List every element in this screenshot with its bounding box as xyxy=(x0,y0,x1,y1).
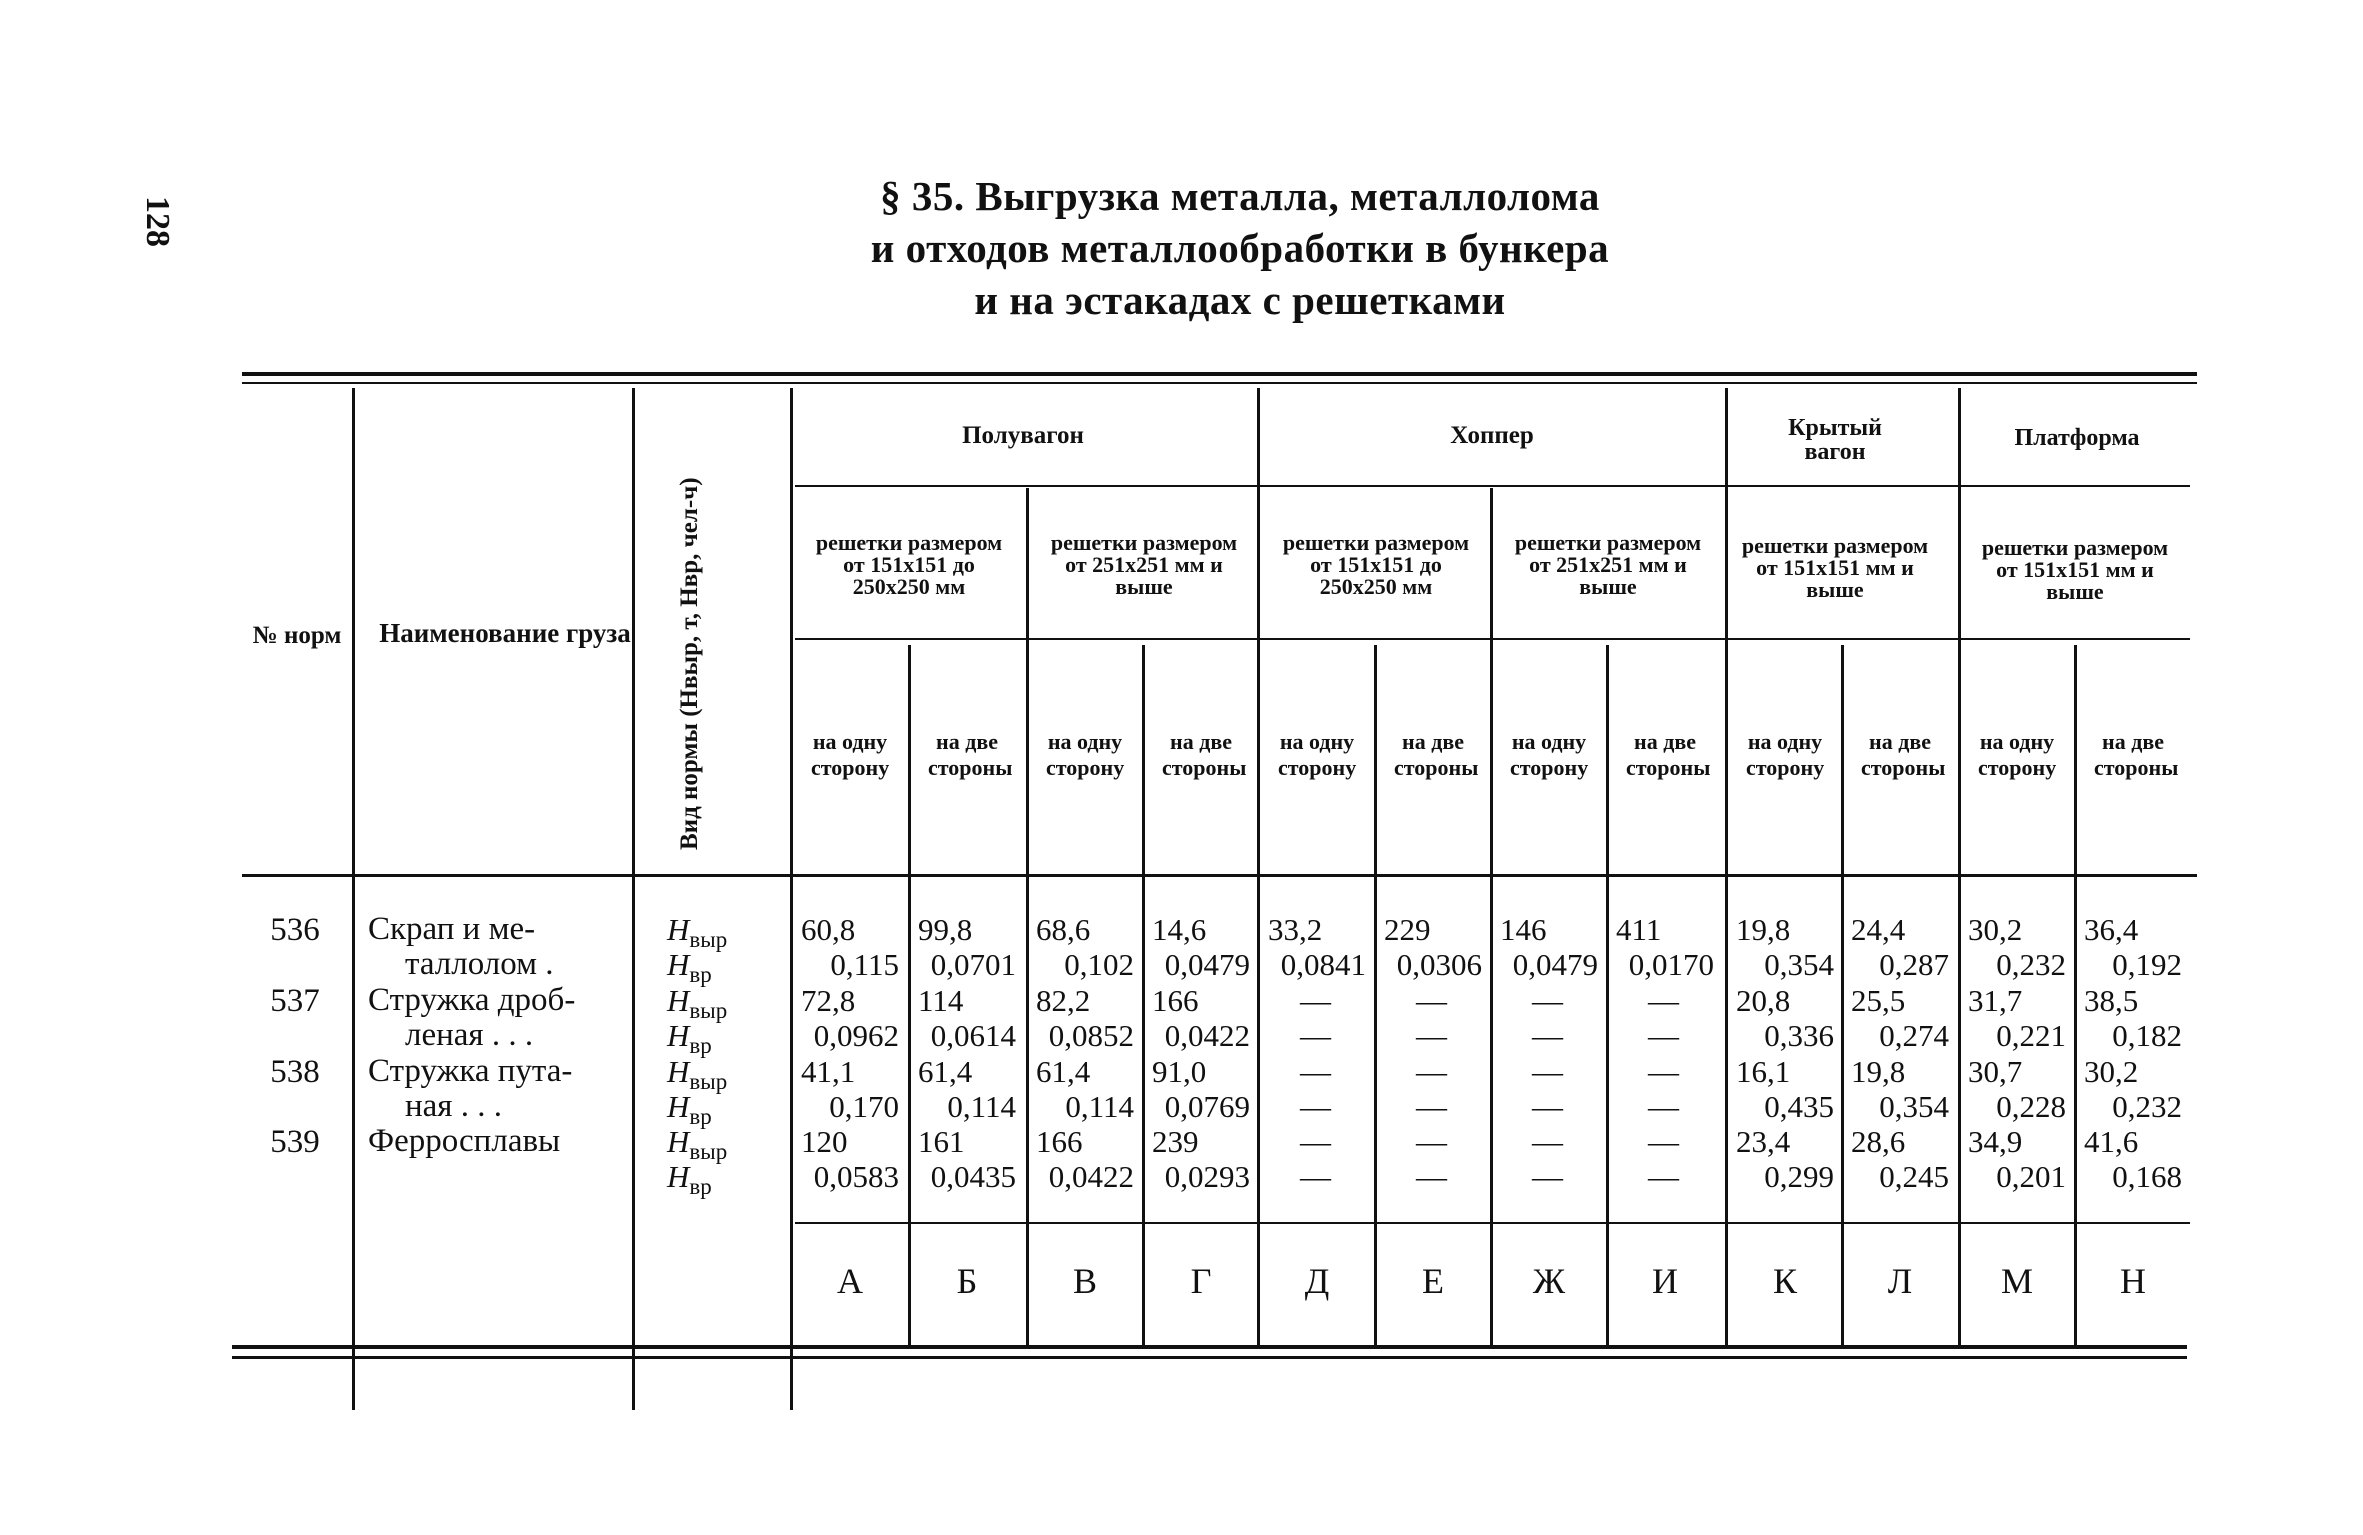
value-cell: 82,2 xyxy=(1036,983,1091,1018)
value-cell: 0,0293 xyxy=(1164,1159,1250,1194)
value-cell: — xyxy=(1300,1089,1331,1124)
norm-type-vyr: $H_{выр}$ xyxy=(667,1054,728,1095)
value-cell: 114 xyxy=(918,983,964,1018)
norm-type-vyr: $H_{выр}$ xyxy=(667,912,728,953)
header-one-side: на одну сторону xyxy=(1978,729,2057,780)
vline-type xyxy=(790,388,793,1410)
norm-type-vyr: $H_{выр}$ xyxy=(667,1124,728,1165)
value-cell: 0,192 xyxy=(2112,947,2182,982)
header-two-sides: на две стороны xyxy=(1626,729,1711,780)
value-cell: 0,0306 xyxy=(1396,947,1482,982)
value-cell: — xyxy=(1532,1159,1563,1194)
column-letter: Ж xyxy=(1532,1261,1566,1301)
header-one-side: на одну сторону xyxy=(1046,729,1125,780)
bottom-rule xyxy=(232,1345,2187,1349)
value-cell: 0,182 xyxy=(2112,1018,2182,1053)
header-one-side: на одну сторону xyxy=(811,729,890,780)
bottom-rule-thin xyxy=(232,1356,2187,1359)
value-cell: 166 xyxy=(1152,983,1199,1018)
value-cell: 72,8 xyxy=(801,983,856,1018)
value-cell: 0,0841 xyxy=(1280,947,1366,982)
header-two-sides: на две стороны xyxy=(2094,729,2179,780)
header-one-side: на одну сторону xyxy=(1278,729,1357,780)
header-body-rule xyxy=(242,874,2197,877)
vline-col xyxy=(908,645,911,1346)
title-line-3: и на эстакадах с решетками xyxy=(974,277,1506,323)
norm-type-vyr: $H_{выр}$ xyxy=(667,983,728,1024)
value-cell: 0,0962 xyxy=(813,1018,899,1053)
value-cell: 146 xyxy=(1500,912,1547,947)
value-cell: 0,299 xyxy=(1764,1159,1834,1194)
value-cell: 25,5 xyxy=(1851,983,1906,1018)
value-cell: — xyxy=(1648,1018,1679,1053)
header-cargo-name: Наименование груза xyxy=(379,617,631,648)
vline-col xyxy=(1142,645,1145,1346)
vline-group-2 xyxy=(1725,388,1728,1346)
value-cell: — xyxy=(1300,1124,1331,1159)
value-cell: 24,4 xyxy=(1851,912,1906,947)
vline-col xyxy=(2074,645,2077,1346)
header-group-hopper: Хоппер xyxy=(1450,421,1534,449)
value-cell: 0,102 xyxy=(1064,947,1134,982)
value-cell: 120 xyxy=(801,1124,848,1159)
value-cell: 91,0 xyxy=(1152,1054,1207,1089)
value-cell: — xyxy=(1416,1124,1447,1159)
value-cell: 0,336 xyxy=(1764,1018,1834,1053)
row-number: 538 xyxy=(270,1054,320,1090)
header-group-poluvagon: Полувагон xyxy=(962,421,1084,449)
header-sub-4: решетки размером от 251х251 мм и выше xyxy=(1514,530,1702,599)
value-cell: 0,0479 xyxy=(1512,947,1598,982)
cargo-name-line: Стружка дроб- xyxy=(368,982,576,1018)
header-one-side: на одну сторону xyxy=(1746,729,1825,780)
value-cell: 0,287 xyxy=(1879,947,1949,982)
header-sub-5: решетки размером от 151х151 мм и выше xyxy=(1741,532,1929,602)
value-cell: 0,435 xyxy=(1764,1089,1834,1124)
value-cell: 0,0479 xyxy=(1164,947,1250,982)
column-letter: Н xyxy=(2120,1261,2146,1301)
value-cell: 0,0769 xyxy=(1164,1089,1250,1124)
value-cell: 19,8 xyxy=(1851,1054,1906,1089)
value-cell: 36,4 xyxy=(2084,912,2139,947)
column-letter: К xyxy=(1772,1261,1797,1301)
value-cell: 38,5 xyxy=(2084,983,2139,1018)
header-norm-type: Вид нормы (Hвыр, т, Hвр, чел-ч) xyxy=(676,477,703,850)
row-number: 537 xyxy=(270,983,320,1019)
column-letter: Б xyxy=(956,1261,978,1301)
value-cell: — xyxy=(1416,1018,1447,1053)
value-cell: 0,115 xyxy=(830,947,899,982)
value-cell: — xyxy=(1300,1054,1331,1089)
value-cell: 239 xyxy=(1152,1124,1199,1159)
column-letter: А xyxy=(837,1261,863,1301)
value-cell: 33,2 xyxy=(1268,912,1323,947)
value-cell: 0,0170 xyxy=(1628,947,1714,982)
column-letter: Г xyxy=(1190,1261,1212,1301)
column-letter: М xyxy=(2000,1261,2033,1301)
row-number: 539 xyxy=(270,1124,320,1160)
value-cell: 41,6 xyxy=(2084,1124,2139,1159)
value-cell: 61,4 xyxy=(918,1054,973,1089)
value-cell: — xyxy=(1532,983,1563,1018)
header-sub-1: решетки размером от 151х151 до 250х250 мм xyxy=(815,530,1003,599)
value-cell: 61,4 xyxy=(1036,1054,1091,1089)
vline-col xyxy=(1374,645,1377,1346)
value-cell: 60,8 xyxy=(801,912,856,947)
value-cell: 14,6 xyxy=(1152,912,1207,947)
value-cell: — xyxy=(1532,1089,1563,1124)
title-line-2: и отходов металлообработки в бункера xyxy=(870,225,1610,271)
value-cell: 0,232 xyxy=(2112,1089,2182,1124)
header-two-sides: на две стороны xyxy=(1394,729,1479,780)
value-cell: 30,2 xyxy=(1968,912,2023,947)
column-letter: Л xyxy=(1887,1261,1913,1301)
value-cell: 0,0435 xyxy=(930,1159,1016,1194)
value-cell: — xyxy=(1416,983,1447,1018)
top-rule-thin xyxy=(242,382,2197,384)
value-cell: 0,232 xyxy=(1996,947,2066,982)
value-cell: 41,1 xyxy=(801,1054,856,1089)
value-cell: 0,0852 xyxy=(1048,1018,1134,1053)
cargo-name-line: Скрап и ме- xyxy=(368,911,536,947)
value-cell: 0,354 xyxy=(1879,1089,1949,1124)
value-cell: 0,0701 xyxy=(930,947,1016,982)
value-cell: 99,8 xyxy=(918,912,973,947)
value-cell: 30,2 xyxy=(2084,1054,2139,1089)
value-cell: 30,7 xyxy=(1968,1054,2023,1089)
header-group-platform: Платформа xyxy=(2014,424,2140,451)
value-cell: — xyxy=(1648,1089,1679,1124)
value-cell: 0,274 xyxy=(1879,1018,1949,1053)
header-sub-6: решетки размером от 151х151 мм и выше xyxy=(1981,535,2169,604)
norm-type-vr: $H_{вр}$ xyxy=(667,1089,712,1130)
value-cell: 0,170 xyxy=(829,1089,899,1124)
top-rule xyxy=(242,372,2197,376)
value-cell: — xyxy=(1648,1054,1679,1089)
value-cell: 16,1 xyxy=(1736,1054,1791,1089)
value-cell: 0,228 xyxy=(1996,1089,2066,1124)
value-cell: — xyxy=(1300,1159,1331,1194)
value-cell: — xyxy=(1416,1054,1447,1089)
vline-group-1 xyxy=(1257,388,1260,1346)
vline-cargo xyxy=(632,388,635,1410)
page-number: 128 xyxy=(139,196,176,247)
value-cell: 0,201 xyxy=(1996,1159,2066,1194)
value-cell: 0,0422 xyxy=(1048,1159,1134,1194)
header-sub-2: решетки размером от 251х251 мм и выше xyxy=(1050,530,1238,599)
value-cell: — xyxy=(1532,1124,1563,1159)
header-one-side: на одну сторону xyxy=(1510,729,1589,780)
header-sub-3: решетки размером от 151х151 до 250х250 мм xyxy=(1282,530,1470,599)
value-cell: — xyxy=(1532,1054,1563,1089)
value-cell: — xyxy=(1648,1124,1679,1159)
value-cell: 0,114 xyxy=(947,1089,1016,1124)
cargo-name-line: ная . . . xyxy=(405,1088,502,1124)
value-cell: — xyxy=(1300,983,1331,1018)
value-cell: 0,354 xyxy=(1764,947,1834,982)
value-cell: 229 xyxy=(1384,912,1431,947)
header-two-sides: на две стороны xyxy=(1162,729,1247,780)
vline-group-3 xyxy=(1958,388,1961,1346)
vline-no xyxy=(352,388,355,1410)
value-cell: — xyxy=(1648,983,1679,1018)
value-cell: 19,8 xyxy=(1736,912,1791,947)
value-cell: 0,114 xyxy=(1065,1089,1134,1124)
norm-type-vr: $H_{вр}$ xyxy=(667,1159,712,1200)
value-cell: 0,0583 xyxy=(813,1159,899,1194)
column-letter: И xyxy=(1652,1261,1678,1301)
value-cell: — xyxy=(1532,1018,1563,1053)
column-letter: Д xyxy=(1304,1261,1330,1301)
value-cell: 0,168 xyxy=(2112,1159,2182,1194)
column-letter: В xyxy=(1072,1261,1097,1301)
value-cell: 0,0422 xyxy=(1164,1018,1250,1053)
cargo-name-line: леная . . . xyxy=(405,1017,534,1053)
value-cell: 411 xyxy=(1616,912,1662,947)
value-cell: 161 xyxy=(918,1124,965,1159)
column-letter: Е xyxy=(1422,1261,1444,1301)
vline-col xyxy=(1026,488,1029,1346)
vline-col xyxy=(1606,645,1609,1346)
cargo-name-line: Стружка пута- xyxy=(368,1053,573,1089)
row-number: 536 xyxy=(270,912,320,948)
norm-type-vr: $H_{вр}$ xyxy=(667,1018,712,1059)
header-group-covered-wagon: Крытый вагон xyxy=(1788,415,1882,465)
value-cell: 23,4 xyxy=(1736,1124,1791,1159)
title-line-1: § 35. Выгрузка металла, металлолома xyxy=(880,173,1600,219)
hline-groups xyxy=(795,485,2190,487)
value-cell: 0,221 xyxy=(1996,1018,2066,1053)
header-two-sides: на две стороны xyxy=(1861,729,1946,780)
header-two-sides: на две стороны xyxy=(928,729,1013,780)
value-cell: — xyxy=(1648,1159,1679,1194)
value-cell: — xyxy=(1416,1159,1447,1194)
value-cell: 31,7 xyxy=(1968,983,2023,1018)
cargo-name-line: Ферросплавы xyxy=(368,1123,561,1159)
value-cell: 0,245 xyxy=(1879,1159,1949,1194)
value-cell: 0,0614 xyxy=(930,1018,1016,1053)
value-cell: 34,9 xyxy=(1968,1124,2023,1159)
value-cell: 28,6 xyxy=(1851,1124,1906,1159)
value-cell: — xyxy=(1300,1018,1331,1053)
norm-type-vr: $H_{вр}$ xyxy=(667,947,712,988)
cargo-name-line: таллолом . xyxy=(405,946,554,982)
value-cell: — xyxy=(1416,1089,1447,1124)
value-cell: 20,8 xyxy=(1736,983,1791,1018)
vline-col xyxy=(1841,645,1844,1346)
value-cell: 68,6 xyxy=(1036,912,1091,947)
value-cell: 166 xyxy=(1036,1124,1083,1159)
vline-col xyxy=(1490,488,1493,1346)
header-norm-no: № норм xyxy=(252,621,342,649)
